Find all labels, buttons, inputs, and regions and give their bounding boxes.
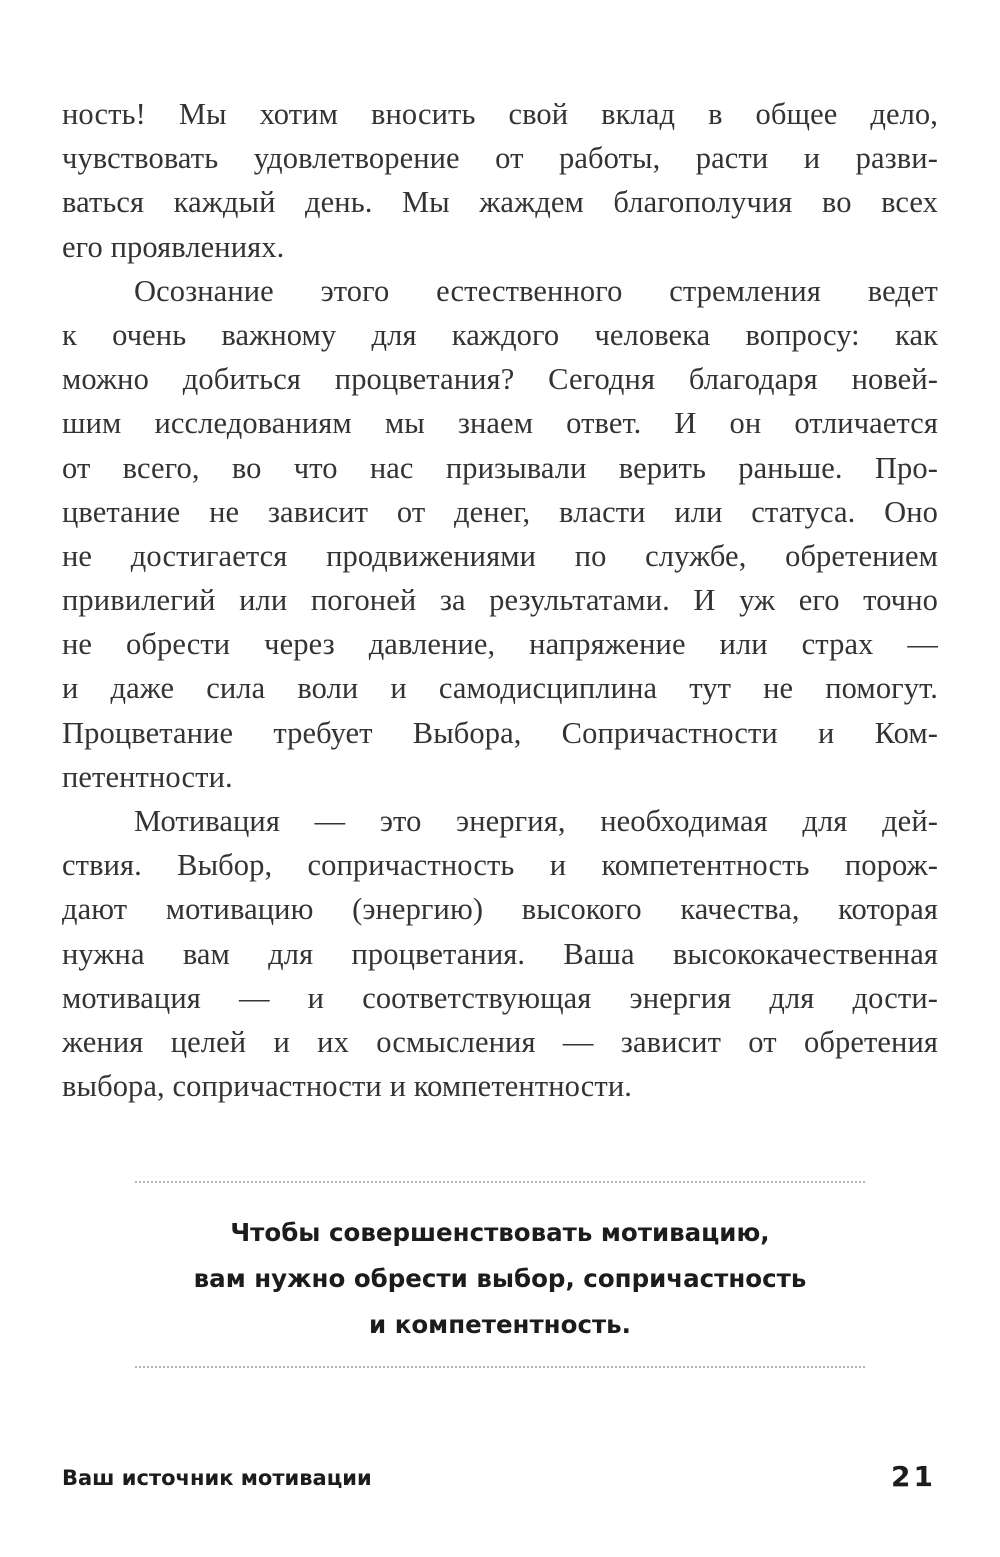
text-line: и даже сила воли и самодисциплина тут не помогут.	[62, 671, 938, 706]
text-line: его проявлениях.	[62, 229, 285, 264]
text-line: ность! Мы хотим вносить свой вклад в общее дело,	[62, 97, 938, 131]
text-line: ствия. Выбор, сопричастность и компетентность порож-	[62, 848, 938, 883]
text-line: привилегий или погоней за результатами. И уж его точно	[62, 583, 938, 618]
text-line: Мотивация — это энергия, необходимая для дей-	[134, 804, 938, 838]
text-line: выбора, сопричастности и компетентности.	[62, 1069, 632, 1104]
text-line: дают мотивацию (энергию) высокого качества, которая	[62, 892, 938, 927]
body-text	[62, 92, 938, 1108]
text-line: от всего, во что нас призывали верить раньше. Про-	[62, 450, 938, 485]
dotted-divider-top	[135, 1181, 865, 1183]
text-line: Процветание требует Выбора, Сопричастности и Ком-	[62, 715, 938, 750]
page-number: 21	[891, 1460, 936, 1493]
text-line: шим исследованиям мы знаем ответ. И он отличается	[62, 406, 938, 441]
callout-quote	[100, 1210, 900, 1348]
text-line: ваться каждый день. Мы жаждем благополучия во всех	[62, 185, 938, 220]
text-line: не достигается продвижениями по службе, обретением	[62, 538, 938, 573]
text-line: цветание не зависит от денег, власти или статуса. Оно	[62, 494, 938, 529]
text-line: жения целей и их осмысления — зависит от обретения	[62, 1024, 938, 1059]
text-line: можно добиться процветания? Сегодня благодаря новей-	[62, 362, 938, 397]
text-line: петентности.	[62, 759, 233, 794]
text-line: нужна вам для процветания. Ваша высококачественная	[62, 936, 938, 971]
callout-line: вам нужно обрести выбор, сопричастность	[193, 1264, 807, 1293]
callout-line: Чтобы совершенствовать мотивацию,	[230, 1218, 770, 1247]
dotted-divider-bottom	[135, 1366, 865, 1368]
text-line: чувствовать удовлетворение от работы, расти и разви-	[62, 141, 938, 176]
text-line: мотивация — и соответствующая энергия для дости-	[62, 980, 938, 1015]
text-line: Осознание этого естественного стремления ведет	[134, 273, 938, 308]
callout-line: и компетентность.	[369, 1310, 631, 1339]
text-line: не обрести через давление, напряжение или страх —	[62, 627, 938, 662]
text-line: к очень важному для каждого человека вопросу: как	[62, 317, 938, 352]
running-footer-title: Ваш источник мотивации	[62, 1466, 372, 1490]
